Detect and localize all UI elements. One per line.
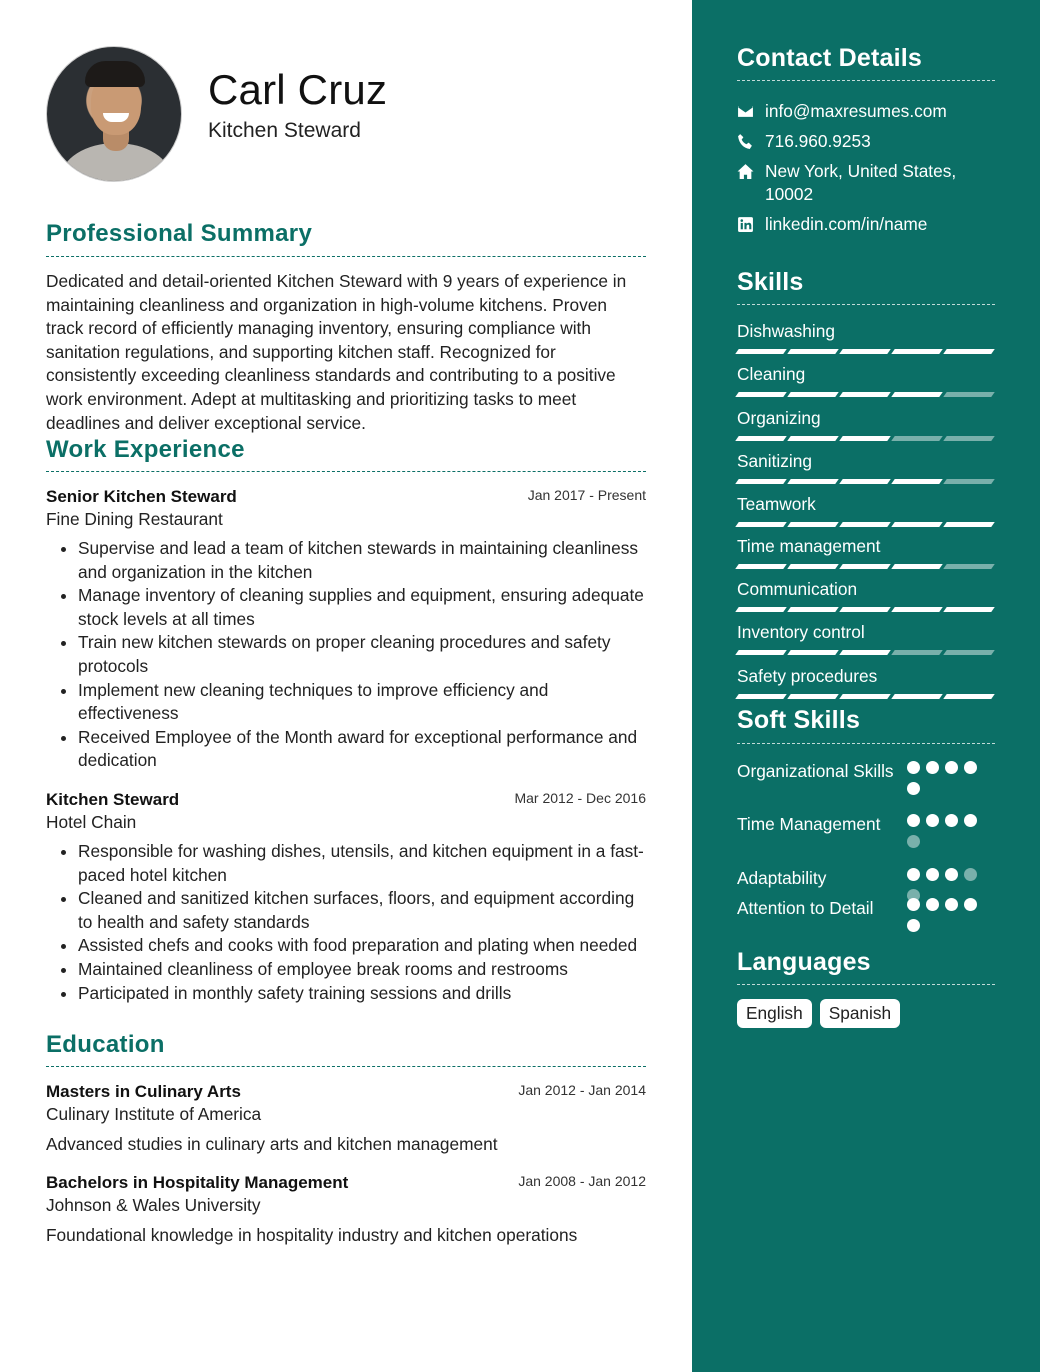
rating-dot — [907, 814, 920, 827]
skill-level-segment — [943, 650, 995, 655]
soft-skill-item — [737, 812, 997, 836]
job-bullets — [46, 840, 646, 1005]
job-bullet: • Responsible for washing dishes, utensils, and kitchen equipment in a fast-paced hotel kitchen — [78, 840, 646, 887]
soft-skill-rating — [907, 761, 987, 795]
skill-level-segment — [943, 349, 995, 354]
skill-level-segment — [839, 349, 891, 354]
rating-dot — [945, 814, 958, 827]
skill-level-segment — [891, 349, 943, 354]
job-organization: Fine Dining Restaurant — [46, 509, 223, 529]
skill-label: Teamwork — [737, 494, 816, 514]
skill-level-bars — [737, 607, 993, 612]
skill-level-segment — [787, 650, 839, 655]
summary-divider — [46, 256, 646, 257]
education-description: Foundational knowledge in hospitality industry and kitchen operations — [46, 1225, 578, 1245]
languages-divider — [737, 984, 995, 985]
skill-level-segment — [943, 564, 995, 569]
rating-dot — [926, 898, 939, 911]
skill-item — [737, 364, 993, 397]
summary-text: Dedicated and detail-oriented Kitchen Steward with 9 years of experience in maintaining cleanliness and organization in high-volume kitchens. Proven track record of efficiently managing inventory, ensuring compliance with sanitation regulations, and supporting kitchen staff. Recognized for consistently exceeding cleanliness standards and contributing to a positive work environment. Adept at multitasking and prioritizing tasks to meet deadlines and deliver exceptional service. — [46, 271, 627, 433]
skill-item — [737, 536, 993, 569]
skill-item — [737, 494, 993, 527]
skill-level-bars — [737, 522, 993, 527]
skill-label: Sanitizing — [737, 451, 812, 471]
skill-level-segment — [839, 392, 891, 397]
skill-level-segment — [735, 564, 787, 569]
job-bullet: • Train new kitchen stewards on proper cleaning procedures and safety protocols — [78, 631, 646, 678]
soft-skill-label: Adaptability — [737, 868, 827, 888]
education-entry — [46, 1173, 646, 1246]
education-divider — [46, 1066, 646, 1067]
skill-label: Dishwashing — [737, 321, 835, 341]
home-icon — [737, 160, 765, 206]
soft-skills-heading: Soft Skills — [737, 706, 861, 734]
contact-address-text: New York, United States, 10002 — [765, 161, 957, 204]
skill-level-bars — [737, 564, 993, 569]
summary-heading: Professional Summary — [46, 220, 313, 247]
language-list — [737, 999, 900, 1028]
education-description: Advanced studies in culinary arts and kitchen management — [46, 1134, 498, 1154]
rating-dot — [964, 868, 977, 881]
phone-icon — [737, 130, 765, 153]
soft-skill-label: Organizational Skills — [737, 761, 894, 781]
skill-label: Cleaning — [737, 364, 806, 384]
skill-level-segment — [735, 479, 787, 484]
contact-phone-text: 716.960.9253 — [765, 131, 871, 151]
contact-address — [737, 160, 987, 206]
education-degree: Bachelors in Hospitality Management — [46, 1173, 349, 1192]
envelope-icon — [737, 100, 765, 123]
skill-level-segment — [943, 392, 995, 397]
skill-level-segment — [943, 607, 995, 612]
rating-dot — [964, 898, 977, 911]
skill-level-segment — [839, 436, 891, 441]
experience-divider — [46, 471, 646, 472]
soft-skill-label: Time Management — [737, 814, 881, 834]
linkedin-icon — [737, 213, 765, 236]
job-entry — [46, 790, 646, 1005]
skill-level-segment — [839, 650, 891, 655]
soft-skill-item — [737, 759, 997, 783]
education-heading: Education — [46, 1031, 165, 1058]
skill-level-bars — [737, 479, 993, 484]
skill-level-segment — [839, 694, 891, 699]
education-school: Johnson & Wales University — [46, 1195, 261, 1215]
skill-item — [737, 321, 993, 354]
job-bullet: • Supervise and lead a team of kitchen stewards in maintaining cleanliness and organization in the kitchen — [78, 537, 646, 584]
skill-level-segment — [891, 479, 943, 484]
skill-item — [737, 666, 993, 699]
skill-level-segment — [943, 522, 995, 527]
rating-dot — [945, 868, 958, 881]
skill-level-segment — [839, 607, 891, 612]
job-organization: Hotel Chain — [46, 812, 137, 832]
skill-level-segment — [735, 650, 787, 655]
skill-label: Communication — [737, 579, 858, 599]
skill-level-segment — [735, 349, 787, 354]
skill-level-segment — [891, 650, 943, 655]
skill-level-segment — [891, 392, 943, 397]
contact-heading: Contact Details — [737, 44, 922, 72]
skill-level-bars — [737, 694, 993, 699]
contact-linkedin-text: linkedin.com/in/name — [765, 214, 928, 234]
candidate-title: Kitchen Steward — [208, 119, 361, 142]
skill-level-segment — [735, 522, 787, 527]
soft-skill-item — [737, 866, 997, 890]
job-entry — [46, 487, 646, 773]
skill-level-segment — [787, 607, 839, 612]
job-bullet: • Assisted chefs and cooks with food preparation and plating when needed — [78, 934, 646, 958]
job-bullet: • Cleaned and sanitized kitchen surfaces, floors, and equipment according to health and safety standards — [78, 887, 646, 934]
soft-skill-rating — [907, 814, 987, 848]
skill-item — [737, 451, 993, 484]
skill-level-segment — [735, 607, 787, 612]
skill-label: Inventory control — [737, 622, 865, 642]
skill-level-segment — [891, 564, 943, 569]
contact-linkedin[interactable] — [737, 213, 1007, 236]
rating-dot — [907, 761, 920, 774]
experience-heading: Work Experience — [46, 436, 245, 463]
job-bullets — [46, 537, 646, 773]
skill-level-segment — [735, 694, 787, 699]
contact-email-text: info@maxresumes.com — [765, 101, 947, 121]
job-bullet: • Maintained cleanliness of employee break rooms and restrooms — [78, 958, 646, 982]
rating-dot — [907, 868, 920, 881]
sidebar — [692, 0, 1040, 1372]
rating-dot — [926, 868, 939, 881]
skill-level-segment — [943, 694, 995, 699]
skill-level-segment — [787, 479, 839, 484]
rating-dot — [964, 814, 977, 827]
skill-level-segment — [735, 392, 787, 397]
job-bullet: • Implement new cleaning techniques to improve efficiency and effectiveness — [78, 679, 646, 726]
rating-dot — [964, 761, 977, 774]
language-tag: Spanish — [820, 999, 900, 1028]
rating-dot — [907, 782, 920, 795]
skill-level-segment — [891, 436, 943, 441]
job-date: Mar 2012 - Dec 2016 — [514, 790, 646, 806]
skill-item — [737, 408, 993, 441]
contact-email[interactable] — [737, 100, 1007, 123]
job-bullet: • Participated in monthly safety training sessions and drills — [78, 982, 646, 1006]
skill-level-segment — [943, 479, 995, 484]
skill-level-segment — [943, 436, 995, 441]
skill-label: Safety procedures — [737, 666, 878, 686]
education-date: Jan 2008 - Jan 2012 — [518, 1173, 646, 1189]
education-degree: Masters in Culinary Arts — [46, 1082, 241, 1101]
skill-level-segment — [787, 694, 839, 699]
skill-level-bars — [737, 650, 993, 655]
soft-skill-rating — [907, 898, 987, 932]
skill-level-segment — [891, 694, 943, 699]
skills-divider — [737, 304, 995, 305]
skill-level-bars — [737, 436, 993, 441]
rating-dot — [945, 761, 958, 774]
skill-level-segment — [891, 607, 943, 612]
skill-level-segment — [839, 522, 891, 527]
skill-level-segment — [787, 564, 839, 569]
skill-level-segment — [891, 522, 943, 527]
skill-level-segment — [787, 436, 839, 441]
language-tag: English — [737, 999, 812, 1028]
contact-divider — [737, 80, 995, 81]
rating-dot — [907, 898, 920, 911]
skill-level-bars — [737, 392, 993, 397]
education-entry — [46, 1082, 646, 1155]
job-date: Jan 2017 - Present — [527, 487, 646, 503]
skill-level-segment — [839, 479, 891, 484]
job-role: Kitchen Steward — [46, 790, 180, 809]
education-school: Culinary Institute of America — [46, 1104, 262, 1124]
rating-dot — [926, 761, 939, 774]
skill-level-segment — [735, 436, 787, 441]
contact-phone[interactable] — [737, 130, 1007, 153]
languages-heading: Languages — [737, 948, 871, 976]
skill-level-segment — [839, 564, 891, 569]
job-bullet: • Manage inventory of cleaning supplies and equipment, ensuring adequate stock levels at all times — [78, 584, 646, 631]
skill-level-segment — [787, 522, 839, 527]
skill-level-segment — [787, 349, 839, 354]
soft-skill-item — [737, 896, 997, 920]
profile-photo — [46, 46, 182, 182]
rating-dot — [907, 835, 920, 848]
skill-item — [737, 579, 993, 612]
skill-label: Organizing — [737, 408, 821, 428]
job-bullet: • Received Employee of the Month award for exceptional performance and dedication — [78, 726, 646, 773]
soft-skill-label: Attention to Detail — [737, 898, 874, 918]
rating-dot — [926, 814, 939, 827]
skill-level-bars — [737, 349, 993, 354]
soft-skills-divider — [737, 743, 995, 744]
rating-dot — [945, 898, 958, 911]
candidate-name: Carl Cruz — [208, 66, 388, 113]
rating-dot — [907, 919, 920, 932]
job-role: Senior Kitchen Steward — [46, 487, 237, 506]
skill-label: Time management — [737, 536, 881, 556]
skill-item — [737, 622, 993, 655]
skill-level-segment — [787, 392, 839, 397]
education-date: Jan 2012 - Jan 2014 — [518, 1082, 646, 1098]
skills-heading: Skills — [737, 268, 804, 296]
